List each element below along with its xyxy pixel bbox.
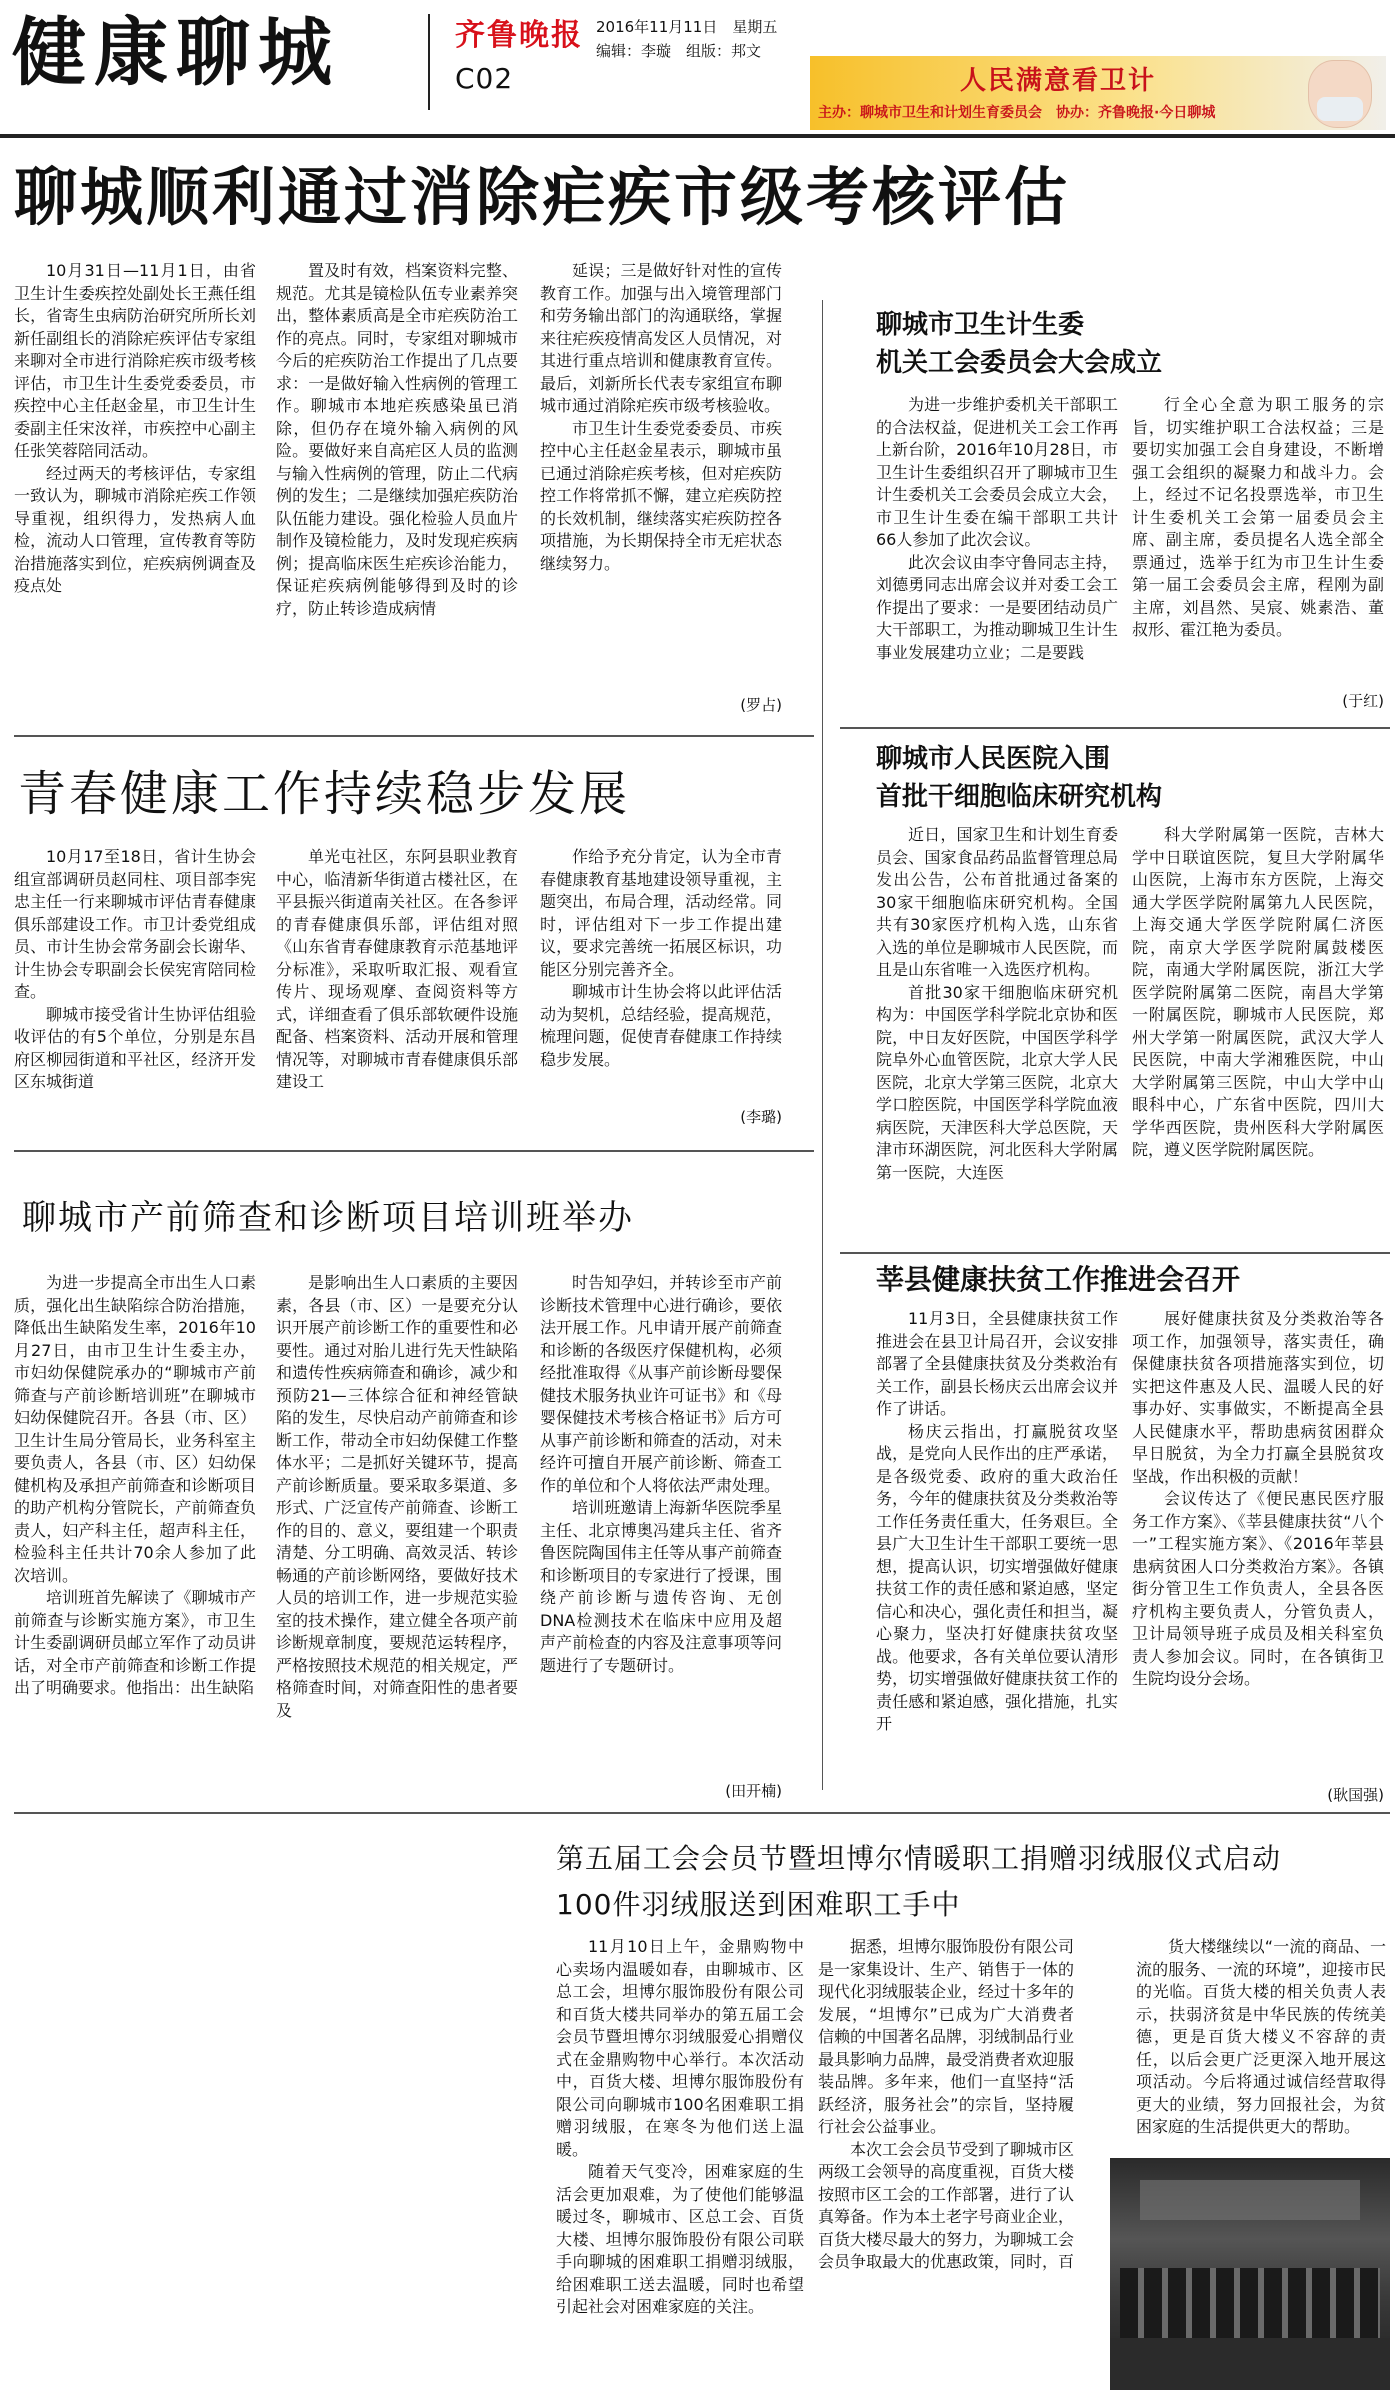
poverty-byline: (耿国强) (1327, 1786, 1384, 1804)
page-code: C02 (455, 62, 514, 95)
header-rule (0, 134, 1395, 138)
section-divider (840, 1252, 1390, 1254)
coats-col-1: 11月10日上午，金鼎购物中心卖场内温暖如春，由聊城市、区总工会，坦博尔服饰股份有限公司和百货大楼共同举办的第五届工会会员节暨坦博尔羽绒服爱心捐赠仪式在金鼎购物中心举行。本次活动中，百货大楼、坦博尔服饰股份有限公司向聊城市100名困难职工捐赠羽绒服，在寒冬为他们送上温暖。 随着天气变冷，困难家庭的生活会更加艰难，为了使他们能够温暖过冬，聊城市、区总工会、百货大楼、坦博尔服饰股份有限公司联手向聊城的困难职工捐赠羽绒服，给困难职工送去温暖，同时也希望引起社会对困难家庭的关注。 (556, 1937, 804, 2316)
malaria-col-1: 10月31日—11月1日，由省卫生计生委疾控处副处长王燕任组长，省寄生虫病防治研究所所长刘新任副组长的消除疟疾评估专家组来聊对全市进行消除疟疾市级考核评估，市卫生计生委党委委员，市疾控中心主任赵金星，市卫生计生委副主任宋汝祥，市疾控中心副主任张笑蓉陪同活动。 经过两天的考核评估，专家组一致认为，聊城市消除疟疾工作领导重视，组织得力，发热病人血检，流动人口管理，宣传教育等防治措施落实到位，疟疾病例调查及疫点处 (14, 261, 256, 595)
stemcell-col-1: 近日，国家卫生和计划生育委员会、国家食品药品监督管理总局发出公告，公布首批通过备案的30家干细胞临床研究机构。全国共有30家医疗机构入选，山东省入选的单位是聊城市人民医院，而且是山东省唯一入选医疗机构。 首批30家干细胞临床研究机构为：中国医学科学院北京协和医院，中日友好医院，中国医学科学院阜外心血管医院，北京大学人民医院，北京大学第三医院，北京大学口腔医院，中国医学科学院血液病医院，天津医科大学总医院，天津市环湖医院，河北医科大学附属第一医院，大连医 (876, 825, 1118, 1182)
editor-credits: 编辑：李璇 组版：邦文 (596, 42, 762, 60)
headline-union: 聊城市卫生计生委 机关工会委员会大会成立 (876, 310, 1163, 378)
section-title: 健康聊城 (12, 10, 340, 96)
union-col-1: 为进一步维护委机关干部职工的合法权益，促进机关工会工作再上新台阶，2016年10月28日，市卫生计生委组织召开了聊城市卫生计生委机关工会委员会成立大会，市卫生计生委在编干部职工共计66人参加了此次会议。 此次会议由李守鲁同志主持，刘德勇同志出席会议并对委工会工作提出了要求：一是要团结动员广大干部职工，为推动聊城卫生计生事业发展建功立业；二是要践 (876, 395, 1118, 662)
malaria-col-3: 延误；三是做好针对性的宣传教育工作。加强与出入境管理部门和劳务输出部门的沟通联络，掌握来往疟疾疫情高发区人员情况，对其进行重点培训和健康教育宣传。最后，刘新所长代表专家组宣布聊城市通过消除疟疾市级考核验收。 市卫生计生委党委委员、市疾控中心主任赵金星表示，聊城市虽已通过消除疟疾考核，但对疟疾防控工作将常抓不懈，建立疟疾防控的长效机制，继续落实疟疾防控各项措施，为长期保持全市无疟状态继续努力。 (540, 261, 782, 573)
prenatal-col-2: 是影响出生人口素质的主要因素，各县（市、区）一是要充分认识开展产前诊断工作的重要性和必要性。通过对胎儿进行先天性缺陷和遗传性疾病筛查和确诊，减少和预防21—三体综合征和神经管缺陷的发生，尽快启动产前筛查和诊断工作，带动全市妇幼保健工作整体水平；二是抓好关键环节，提高产前诊断质量。要采取多渠道、多形式、广泛宣传产前筛查、诊断工作的目的、意义，要组建一个职责清楚、分工明确、高效灵活、转诊畅通的产前诊断网络，要做好技术人员的培训工作，进一步规范实验室的技术操作，建立健全各项产前诊断规章制度，要规范运转程序，严格按照技术规范的相关规定，严格筛查时间，对筛查阳性的患者要及 (276, 1273, 518, 1720)
youth-col-1: 10月17至18日，省计生协会组宣部调研员赵同柱、项目部李宪忠主任一行来聊城市评估青春健康俱乐部建设工作。市卫计委党组成员、市计生协会常务副会长谢华、计生协会专职副会长侯宪宵陪同检查。 聊城市接受省计生协评估组验收评估的有5个单位，分别是东昌府区柳园街道和平社区，经济开发区东城街道 (14, 847, 256, 1091)
union-col-2: 行全心全意为职工服务的宗旨，切实维护职工合法权益；三是要切实加强工会自身建设，不断增强工会组织的凝聚力和战斗力。会上，经过不记名投票选举，市卫生计生委机关工会第一届委员会主席、副主席，委员提名人选全部全票通过，选举于红为市卫生计生委第一届工会委员会主席，程刚为副主席，刘昌然、吴宸、姚素浩、董叔形、霍江艳为委员。 (1132, 395, 1384, 639)
banner-slogan: 人民满意看卫计 (960, 66, 1157, 96)
prenatal-byline: (田开楠) (725, 1782, 782, 1800)
headline-poverty: 莘县健康扶贫工作推进会召开 (876, 1263, 1241, 1296)
headline-malaria: 聊城顺利通过消除疟疾市级考核评估 (14, 161, 1070, 234)
headline-stemcell: 聊城市人民医院入围 首批干细胞临床研究机构 (876, 744, 1163, 812)
youth-col-2: 单光屯社区，东阿县职业教育中心，临清新华街道古楼社区，在平县振兴街道南关社区。在各参评的青春健康俱乐部，评估组对照《山东省青春健康教育示范基地评分标准》，采取听取汇报、观看宣传片、现场观摩、查阅资料等方式，详细查看了俱乐部软硬件设施配备、档案资料、活动开展和管理情况等，对聊城市青春健康俱乐部建设工 (276, 847, 518, 1091)
header-divider (428, 14, 430, 110)
coats-col-2: 据悉，坦博尔服饰股份有限公司是一家集设计、生产、销售于一体的现代化羽绒服装企业，经过十多年的发展，“坦博尔”已成为广大消费者信赖的中国著名品牌，羽绒制品行业最具影响力品牌，最受消费者欢迎服装品牌。多年来，他们一直坚持“活跃经济，服务社会”的宗旨，坚持履行社会公益事业。 本次工会会员节受到了聊城市区两级工会领导的高度重视，百货大楼按照市区工会的工作部署，进行了认真筹备。作为本土老字号商业企业，百货大楼尽最大的努力，为聊城工会会员争取最大的优惠政策，同时，百 (818, 1937, 1074, 2271)
poverty-col-1: 11月3日，全县健康扶贫工作推进会在县卫计局召开，会议安排部署了全县健康扶贫及分类救治有关工作，副县长杨庆云出席会议并作了讲话。 杨庆云指出，打赢脱贫攻坚战，是党向人民作出的庄严承诺，是各级党委、政府的重大政治任务，今年的健康扶贫及分类救治等工作任务责任重大，任务艰巨。全县广大卫生计生干部职工要统一思想，提高认识，切实增强做好健康扶贫工作的责任感和紧迫感，坚定信心和决心，强化责任和担当，凝心聚力，坚决打好健康扶贫攻坚战。他要求，各有关单位要认清形势，切实增强做好健康扶贫工作的责任感和紧迫感，强化措施，扎实开 (876, 1309, 1118, 1733)
prenatal-col-1: 为进一步提高全市出生人口素质，强化出生缺陷综合防治措施，降低出生缺陷发生率，2016年10月27日，由市卫生计生委主办，市妇幼保健院承办的“聊城市产前筛查与产前诊断培训班”在聊城市妇幼保健院召开。各县（市、区）卫生计生局分管局长，业务科室主要负责人，各县（市、区）妇幼保健机构及承担产前筛查和诊断项目的助产机构分管院长，产前筛查负责人，妇产科主任，超声科主任，检验科主任共计70余人参加了此次培训。 培训班首先解读了《聊城市产前筛查与诊断实施方案》，市卫生计生委副调研员邮立军作了动员讲话，对全市产前筛查和诊断工作提出了明确要求。他指出：出生缺陷 (14, 1273, 256, 1697)
sponsor-banner (810, 56, 1386, 130)
column-divider (822, 300, 823, 1790)
section-divider (14, 1812, 1390, 1814)
youth-byline: (李璐) (740, 1108, 782, 1126)
headline-prenatal: 聊城市产前筛查和诊断项目培训班举办 (22, 1198, 634, 1238)
coats-col-3: 货大楼继续以“一流的商品、一流的服务、一流的环境”，迎接市民的光临。百货大楼的相关负责人表示，扶弱济贫是中华民族的传统美德，更是百货大楼义不容辞的责任，以后会更广泛更深入地开展这项活动。今后将通过诚信经营取得更大的业绩，努力回报社会，为贫困家庭的生活提供更大的帮助。 (1136, 1937, 1386, 2136)
stemcell-col-2: 科大学附属第一医院，吉林大学中日联谊医院，复旦大学附属华山医院，上海市东方医院，上海交通大学医学院附属第九人民医院，上海交通大学医学院附属仁济医院，南京大学医学院附属鼓楼医院，南通大学附属医院，浙江大学医学院附属第二医院，南昌大学第一附属医院，聊城市人民医院，郑州大学第一附属医院，武汉大学人民医院，中南大学湘雅医院，中山大学附属第三医院，中山大学中山眼科中心，广东省中医院，四川大学华西医院，贵州医科大学附属医院，遵义医学院附属医院。 (1132, 825, 1384, 1159)
paper-logo: 齐鲁晚报 (455, 18, 583, 53)
headline-coats: 第五届工会会员节暨坦博尔情暖职工捐赠羽绒服仪式启动 100件羽绒服送到困难职工手中 (556, 1842, 1282, 1921)
section-divider (14, 1150, 814, 1152)
poverty-col-2: 展好健康扶贫及分类救治等各项工作，加强领导，落实责任，确保健康扶贫各项措施落实到位，切实把这件惠及人民、温暖人民的好事办好、实事做实，不断提高全县人民健康水平，帮助患病贫困群众早日脱贫，为全力打赢全县脱贫攻坚战，作出积极的贡献！ 会议传达了《便民惠民医疗服务工作方案》、《莘县健康扶贫“八个一”工程实施方案》、《2016年莘县患病贫困人口分类救治方案》。各镇街分管卫生工作负责人，全县各医疗机构主要负责人，分管负责人，卫计局领导班子成员及相关科室负责人参加会议。同时，在各镇街卫生院均设分会场。 (1132, 1309, 1384, 1688)
section-divider (14, 735, 814, 737)
issue-date: 2016年11月11日 星期五 (596, 18, 778, 36)
youth-col-3: 作给予充分肯定，认为全市青春健康教育基地建设领导重视，主题突出，布局合理，活动经常。同时，评估组对下一步工作提出建议，要求完善统一拓展区标识，功能区分别完善齐全。 聊城市计生协会将以此评估活动为契机，总结经验，提高规范，梳理问题，促使青春健康工作持续稳步发展。 (540, 847, 782, 1069)
banner-sponsor: 主办：聊城市卫生和计划生育委员会 协办：齐鲁晚报·今日聊城 (818, 105, 1216, 121)
malaria-col-2: 置及时有效，档案资料完整、规范。尤其是镜检队伍专业素养突出，整体素质高是全市疟疾防治工作的亮点。同时，专家组对聊城市今后的疟疾防治工作提出了几点要求：一是做好输入性病例的管理工作。聊城市本地疟疾感染虽已消除，但仍存在境外输入病例的风险。要做好来自高疟区人员的监测与输入性病例的管理，防止二代病例的发生；二是继续加强疟疾防治队伍能力建设。强化检验人员血片制作及镜检能力，及时发现疟疾病例；提高临床医生疟疾诊治能力，保证疟疾病例能够得到及时的诊疗，防止转诊造成病情 (276, 261, 518, 618)
malaria-byline: (罗占) (740, 696, 782, 714)
headline-youth: 青春健康工作持续稳步发展 (18, 766, 631, 822)
union-byline: (于红) (1342, 692, 1384, 710)
section-divider (840, 727, 1390, 729)
doctor-photo (1308, 60, 1372, 128)
prenatal-col-3: 时告知孕妇，并转诊至市产前诊断技术管理中心进行确诊，要依法开展工作。凡申请开展产前筛查和诊断的各级医疗保健机构，必须经批准取得《从事产前诊断母婴保健技术服务执业许可证书》和《母婴保健技术考核合格证书》后方可从事产前诊断和筛查的活动，对未经许可擅自开展产前诊断、筛查工作的单位和个人将依法严肃处理。 培训班邀请上海新华医院季星主任、北京博奥冯建兵主任、省齐鲁医院陶国伟主任等从事产前筛查和诊断项目的专家进行了授课，围绕产前诊断与遗传咨询、无创DNA检测技术在临床中应用及超声产前检查的内容及注意事项等问题进行了专题研讨。 (540, 1273, 782, 1675)
donation-ceremony-photo (1110, 2158, 1390, 2390)
